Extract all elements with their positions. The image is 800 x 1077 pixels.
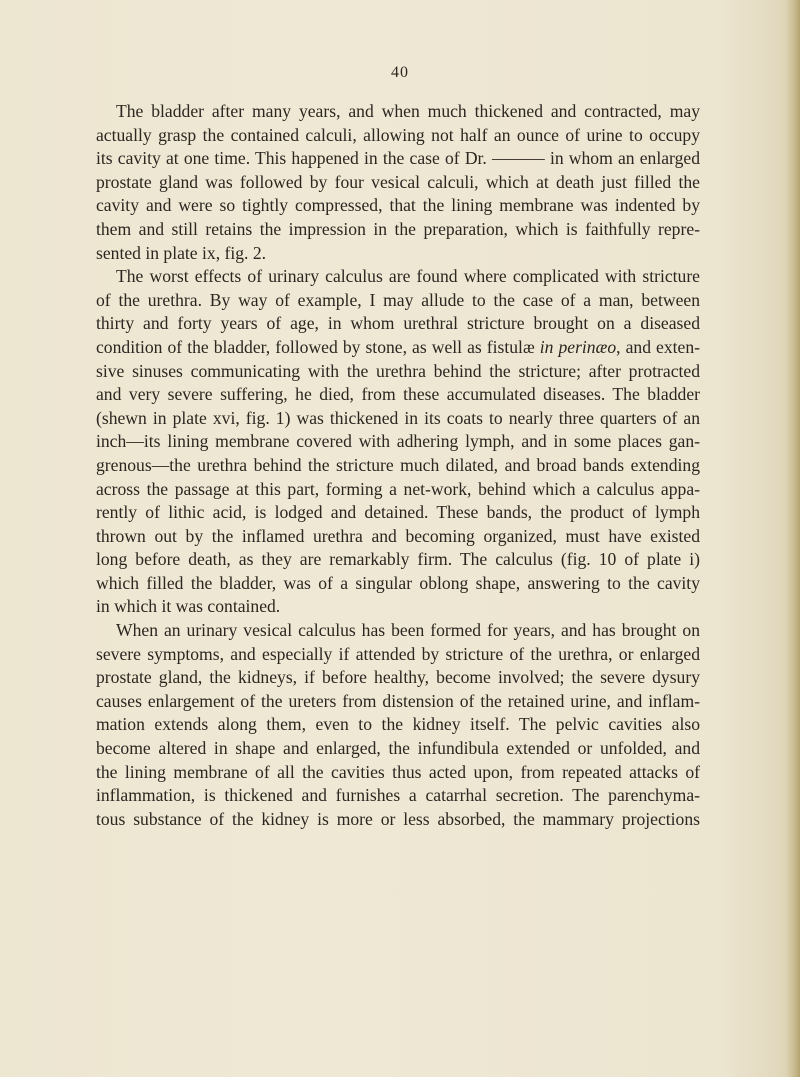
text-line: cavity and were so tightly compressed, that the lining membrane was indented by [96,195,700,216]
text-line: thirty and forty years of age, in whom urethral stricture brought on a diseased [96,313,700,334]
text-line: its cavity at one time. This happened in the case of Dr. ——— in whom an enlarged [96,148,700,169]
text-line: When an urinary vesical calculus has been formed for years, and has brought on [116,620,700,641]
text-line: become altered in shape and enlarged, the infundibula extended or unfolded, and [96,738,700,759]
text-line: inch—its lining membrane covered with adhering lymph, and in some places gan- [96,431,700,452]
text-line: inflammation, is thickened and furnishes a catarrhal secretion. The parenchyma- [96,785,700,806]
text-line: across the passage at this part, forming a net-work, behind which a calculus appa- [96,478,700,499]
body-text [96,100,700,831]
text-line: tous substance of the kidney is more or less absorbed, the mammary projections [96,808,700,829]
text-line: causes enlargement of the ureters from distension of the retained urine, and inflam- [96,690,700,711]
text-line: The worst effects of urinary calculus are found where complicated with stricture [116,266,700,287]
text-line: which filled the bladder, was of a singular oblong shape, answering to the cavity [96,572,700,593]
text-line: the lining membrane of all the cavities thus acted upon, from repeated attacks of [96,761,700,782]
text-line: prostate gland, the kidneys, if before healthy, become involved; the severe dysury [96,667,700,688]
text-line: and very severe suffering, he died, from these accumulated diseases. The bladder [96,384,700,405]
text-line: them and still retains the impression in the preparation, which is faithfully repre- [96,218,700,239]
text-line: actually grasp the contained calculi, allowing not half an ounce of urine to occupy [96,124,700,145]
page-number: 40 [391,64,409,81]
text-line: (shewn in plate xvi, fig. 1) was thickened in its coats to nearly three quarters of an [96,407,700,428]
text-line: condition of the bladder, followed by stone, as well as fistulæ in perinæo, and exten- [96,336,700,357]
text-line: rently of lithic acid, is lodged and detained. These bands, the product of lymph [96,502,700,523]
text-line: sented in plate ix, fig. 2. [96,242,267,263]
text-line: prostate gland was followed by four vesical calculi, which at death just filled the [96,171,700,192]
text-line: mation extends along them, even to the kidney itself. The pelvic cavities also [96,714,700,735]
text-line: The bladder after many years, and when much thickened and contracted, may [116,101,700,121]
text-line: grenous—the urethra behind the stricture much dilated, and broad bands extending [96,454,700,475]
text-line: sive sinuses communicating with the urethra behind the stricture; after protracted [96,360,700,381]
text-line: thrown out by the inflamed urethra and becoming organized, must have existed [96,525,700,546]
text-line: of the urethra. By way of example, I may allude to the case of a man, between [96,289,700,310]
text-line: severe symptoms, and especially if attended by stricture of the urethra, or enlarged [96,643,700,664]
page-edge-shadow [786,0,800,1077]
text-line: in which it was contained. [96,596,281,617]
text-line: long before death, as they are remarkably firm. The calculus (fig. 10 of plate i) [96,549,700,570]
